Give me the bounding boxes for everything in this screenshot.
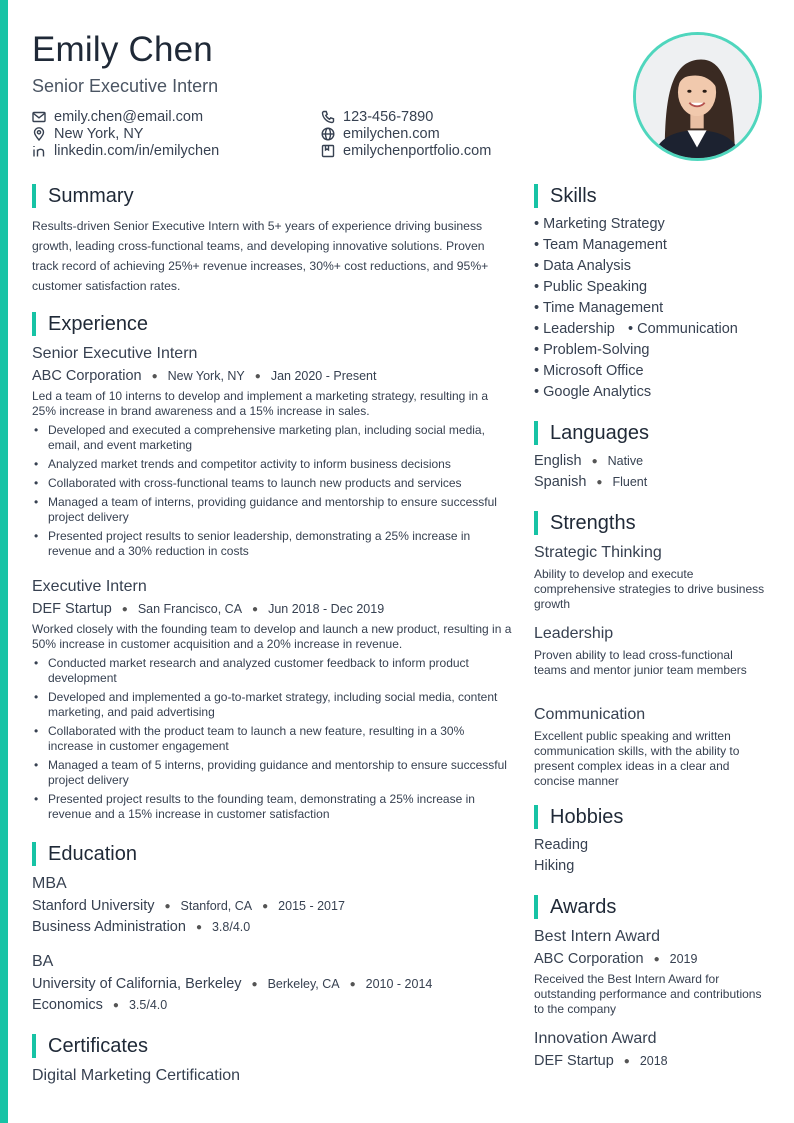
- list-item: • Collaborated with the product team to launch a new feature, resulting in a 30% increase in customer engagement: [32, 724, 512, 754]
- skill-item: • Time Management: [534, 300, 664, 316]
- list-item: • Conducted market research and analyzed customer feedback to inform product development: [32, 656, 512, 686]
- awards-title: Awards: [550, 895, 617, 918]
- hobby-item: Hiking: [534, 858, 575, 874]
- website-text: emilychen.com: [343, 125, 440, 142]
- education-meta: [32, 976, 432, 992]
- separator-dot: ●: [254, 370, 261, 382]
- separator-dot: ●: [164, 900, 171, 912]
- separator-dot: ●: [112, 999, 119, 1011]
- hobbies-heading: [534, 805, 623, 829]
- separator-dot: ●: [349, 978, 356, 990]
- job-company: DEF Startup: [32, 601, 112, 617]
- contact-website[interactable]: [321, 125, 440, 142]
- list-item: • Presented project results to senior leadership, demonstrating a 25% increase in revenue and a 30% reduction in costs: [32, 529, 510, 559]
- gpa: 3.5/4.0: [128, 998, 168, 1012]
- separator-dot: ●: [262, 900, 269, 912]
- contact-phone[interactable]: [321, 108, 433, 125]
- mail-icon: [32, 110, 46, 124]
- language-level: Fluent: [612, 475, 648, 489]
- separator-dot: ●: [195, 921, 202, 933]
- language-level: Native: [607, 454, 644, 468]
- degree: BA: [32, 953, 54, 970]
- heading-accent: [32, 842, 36, 866]
- skill-item: • Google Analytics: [534, 384, 652, 400]
- school-location: Stanford, CA: [180, 899, 253, 913]
- heading-accent: [534, 805, 538, 829]
- separator-dot: ●: [596, 476, 603, 488]
- hobby-item: Reading: [534, 837, 589, 853]
- accent-bar: [0, 0, 8, 1123]
- list-item: • Collaborated with cross-functional teams to launch new products and services: [32, 476, 510, 491]
- award-meta: [534, 951, 697, 967]
- summary-text: Results-driven Senior Executive Intern with 5+ years of experience driving business growth, leading cross-functional teams, and developing innovative solutions. Proven track record of achieving 25%+ revenue increases, 30%+ cost reductions, and 95%+ customer satisfaction rates.: [32, 219, 489, 293]
- phone-icon: [321, 110, 335, 124]
- portfolio-text: emilychenportfolio.com: [343, 142, 492, 159]
- strength-description: Ability to develop and execute comprehensive strategies to drive business growth: [534, 567, 765, 611]
- list-item: • Presented project results to the founding team, demonstrating a 25% increase in revenue and a 15% increase in customer satisfaction: [32, 792, 512, 822]
- skills-heading: [534, 184, 597, 208]
- linkedin-text: linkedin.com/in/emilychen: [54, 142, 220, 159]
- summary-title: Summary: [48, 184, 134, 207]
- candidate-name: Emily Chen: [32, 30, 213, 69]
- list-item: • Developed and implemented a go-to-market strategy, including social media, content marketing, and paid advertising: [32, 690, 512, 720]
- summary-heading: [32, 184, 134, 208]
- job-bullets: [32, 423, 510, 563]
- skill-item: • Data Analysis: [534, 258, 631, 274]
- hobbies-title: Hobbies: [550, 805, 624, 828]
- heading-accent: [32, 184, 36, 208]
- skill-item: • Communication: [628, 321, 738, 337]
- degree: MBA: [32, 875, 67, 892]
- award-title: Best Intern Award: [534, 928, 660, 945]
- skill-item: • Marketing Strategy: [534, 216, 665, 232]
- school-dates: 2010 - 2014: [365, 977, 433, 991]
- award-title: Innovation Award: [534, 1030, 657, 1047]
- school: University of California, Berkeley: [32, 976, 242, 992]
- awards-heading: [534, 895, 616, 919]
- strength-description: Proven ability to lead cross-functional teams and mentor junior team members: [534, 648, 747, 677]
- experience-heading: [32, 312, 148, 336]
- field-of-study: Business Administration: [32, 919, 186, 935]
- heading-accent: [534, 511, 538, 535]
- separator-dot: ●: [251, 978, 258, 990]
- skill-item: • Problem-Solving: [534, 342, 650, 358]
- location-icon: [32, 127, 46, 141]
- award-org: ABC Corporation: [534, 951, 644, 967]
- separator-dot: ●: [653, 953, 660, 965]
- separator-dot: ●: [121, 603, 128, 615]
- award-org: DEF Startup: [534, 1053, 614, 1069]
- portfolio-icon: [321, 144, 335, 158]
- job-title: Executive Intern: [32, 578, 147, 595]
- job-description: Led a team of 10 interns to develop and implement a marketing strategy, resulting in a 25% increase in brand awareness and a 15% increase in sales.: [32, 389, 489, 418]
- job-location: New York, NY: [167, 369, 245, 383]
- contact-location: [32, 125, 143, 142]
- strength-title: Leadership: [534, 625, 614, 642]
- job-meta: [32, 368, 376, 384]
- education-field: [32, 997, 167, 1013]
- job-dates: Jan 2020 - Present: [270, 369, 377, 383]
- languages-title: Languages: [550, 421, 649, 444]
- education-heading: [32, 842, 137, 866]
- award-year: 2018: [639, 1054, 668, 1068]
- list-item: • Managed a team of interns, providing guidance and mentorship to ensure successful project delivery: [32, 495, 510, 525]
- school: Stanford University: [32, 898, 155, 914]
- skill-item: • Leadership: [534, 321, 615, 337]
- profile-photo: [633, 32, 762, 161]
- education-title: Education: [48, 842, 137, 865]
- linkedin-icon: [32, 144, 46, 158]
- skill-item: • Team Management: [534, 237, 667, 253]
- strength-description: Excellent public speaking and written communication skills, with the ability to present complex ideas in a clear and concise manner: [534, 729, 740, 788]
- award-meta: [534, 1053, 668, 1069]
- heading-accent: [32, 1034, 36, 1058]
- job-location: San Francisco, CA: [137, 602, 243, 616]
- job-description: Worked closely with the founding team to develop and launch a new product, resulting in a 50% increase in customer acquisition and a 20% increase in revenue.: [32, 622, 512, 651]
- heading-accent: [32, 312, 36, 336]
- contact-portfolio[interactable]: [321, 142, 491, 159]
- location-text: New York, NY: [54, 125, 144, 142]
- strength-title: Communication: [534, 706, 646, 723]
- email-text: emily.chen@email.com: [54, 108, 204, 125]
- contact-email[interactable]: [32, 108, 203, 125]
- list-item: • Managed a team of 5 interns, providing guidance and mentorship to ensure successful project delivery: [32, 758, 512, 788]
- heading-accent: [534, 895, 538, 919]
- job-meta: [32, 601, 384, 617]
- skills-title: Skills: [550, 184, 597, 207]
- list-item: • Analyzed market trends and competitor activity to inform business decisions: [32, 457, 510, 472]
- language-name: English: [534, 453, 582, 469]
- skill-item: • Public Speaking: [534, 279, 648, 295]
- separator-dot: ●: [151, 370, 158, 382]
- certificates-title: Certificates: [48, 1034, 149, 1057]
- school-dates: 2015 - 2017: [278, 899, 345, 913]
- languages-heading: [534, 421, 649, 445]
- list-item: • Developed and executed a comprehensive marketing plan, including social media, email, and event marketing: [32, 423, 510, 453]
- strength-title: Strategic Thinking: [534, 544, 662, 561]
- award-year: 2019: [669, 952, 698, 966]
- language-name: Spanish: [534, 474, 587, 490]
- strengths-title: Strengths: [550, 511, 636, 534]
- gpa: 3.8/4.0: [211, 920, 251, 934]
- globe-icon: [321, 127, 335, 141]
- certificates-heading: [32, 1034, 148, 1058]
- school-location: Berkeley, CA: [267, 977, 340, 991]
- job-dates: Jun 2018 - Dec 2019: [268, 602, 385, 616]
- job-title: Senior Executive Intern: [32, 345, 198, 362]
- language-item: [534, 474, 647, 490]
- strengths-heading: [534, 511, 636, 535]
- heading-accent: [534, 421, 538, 445]
- language-item: [534, 453, 643, 469]
- award-description: Received the Best Intern Award for outstanding performance and contributions to the company: [534, 972, 762, 1016]
- separator-dot: ●: [591, 455, 598, 467]
- job-bullets: [32, 656, 512, 826]
- candidate-title: Senior Executive Intern: [32, 76, 219, 96]
- job-company: ABC Corporation: [32, 368, 142, 384]
- heading-accent: [534, 184, 538, 208]
- contact-linkedin[interactable]: [32, 142, 219, 159]
- skill-item: • Microsoft Office: [534, 363, 644, 379]
- field-of-study: Economics: [32, 997, 103, 1013]
- separator-dot: ●: [623, 1055, 630, 1067]
- education-field: [32, 919, 250, 935]
- portrait-illustration: [636, 35, 759, 158]
- certificate-item: Digital Marketing Certification: [32, 1067, 241, 1084]
- phone-text: 123-456-7890: [343, 108, 434, 125]
- experience-title: Experience: [48, 312, 149, 335]
- separator-dot: ●: [252, 603, 259, 615]
- education-meta: [32, 898, 345, 914]
